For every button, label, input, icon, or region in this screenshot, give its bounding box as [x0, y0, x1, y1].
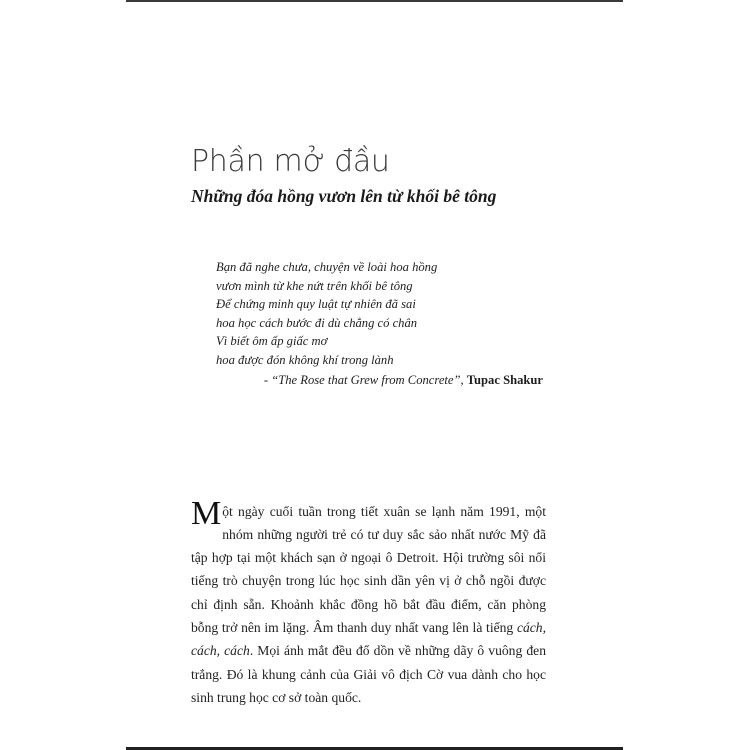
body-paragraph	[191, 494, 546, 710]
chapter-subtitle: Những đóa hồng vươn lên từ khối bê tông	[191, 186, 497, 206]
epigraph-line: Bạn đã nghe chưa, chuyện về loài hoa hồng	[216, 260, 438, 274]
attribution-separator: ,	[460, 373, 467, 387]
epigraph-line: vươn mình từ khe nứt trên khối bê tông	[216, 278, 413, 293]
drop-cap: M	[191, 494, 222, 532]
attribution-work: “The Rose that Grew from Concrete”	[271, 373, 461, 387]
top-rule	[126, 0, 623, 2]
epigraph-attribution	[264, 373, 543, 388]
body-text-emphasis: cách, cách, cách	[191, 620, 546, 659]
attribution-author: Tupac Shakur	[466, 373, 543, 387]
epigraph-line: hoa được đón không khí trong lành	[216, 352, 394, 367]
chapter-title: Phần mở đầu	[191, 144, 390, 180]
epigraph-line: Để chứng minh quy luật tự nhiên đã sai	[216, 297, 416, 311]
epigraph	[216, 258, 546, 369]
attribution-dash: -	[263, 373, 272, 387]
body-text-part2: . Mọi ánh mắt đều đổ dồn về những dãy ô vuông đen trắng. Đó là khung cảnh của Giải vô địch Cờ vua dành cho học sinh trung học cơ sở toàn quốc.	[191, 643, 546, 705]
epigraph-line: Vì biết ôm ấp giấc mơ	[216, 334, 328, 348]
epigraph-line: hoa học cách bước đi dù chẳng có chân	[216, 315, 418, 330]
body-text-part1: ột ngày cuối tuần trong tiết xuân se lạnh năm 1991, một nhóm những người trẻ có tư duy sắc sảo nhất nước Mỹ đã tập hợp tại một khách sạn ở ngoại ô Detroit. Hội trường sôi nổi tiếng trò chuyện trong lúc học sinh dần yên vị ở chỗ ngồi được chỉ định sẵn. Khoảnh khắc đồng hồ bắt đầu điểm, căn phòng bỗng trở nên im lặng. Âm thanh duy nhất vang lên là tiếng	[191, 503, 546, 636]
